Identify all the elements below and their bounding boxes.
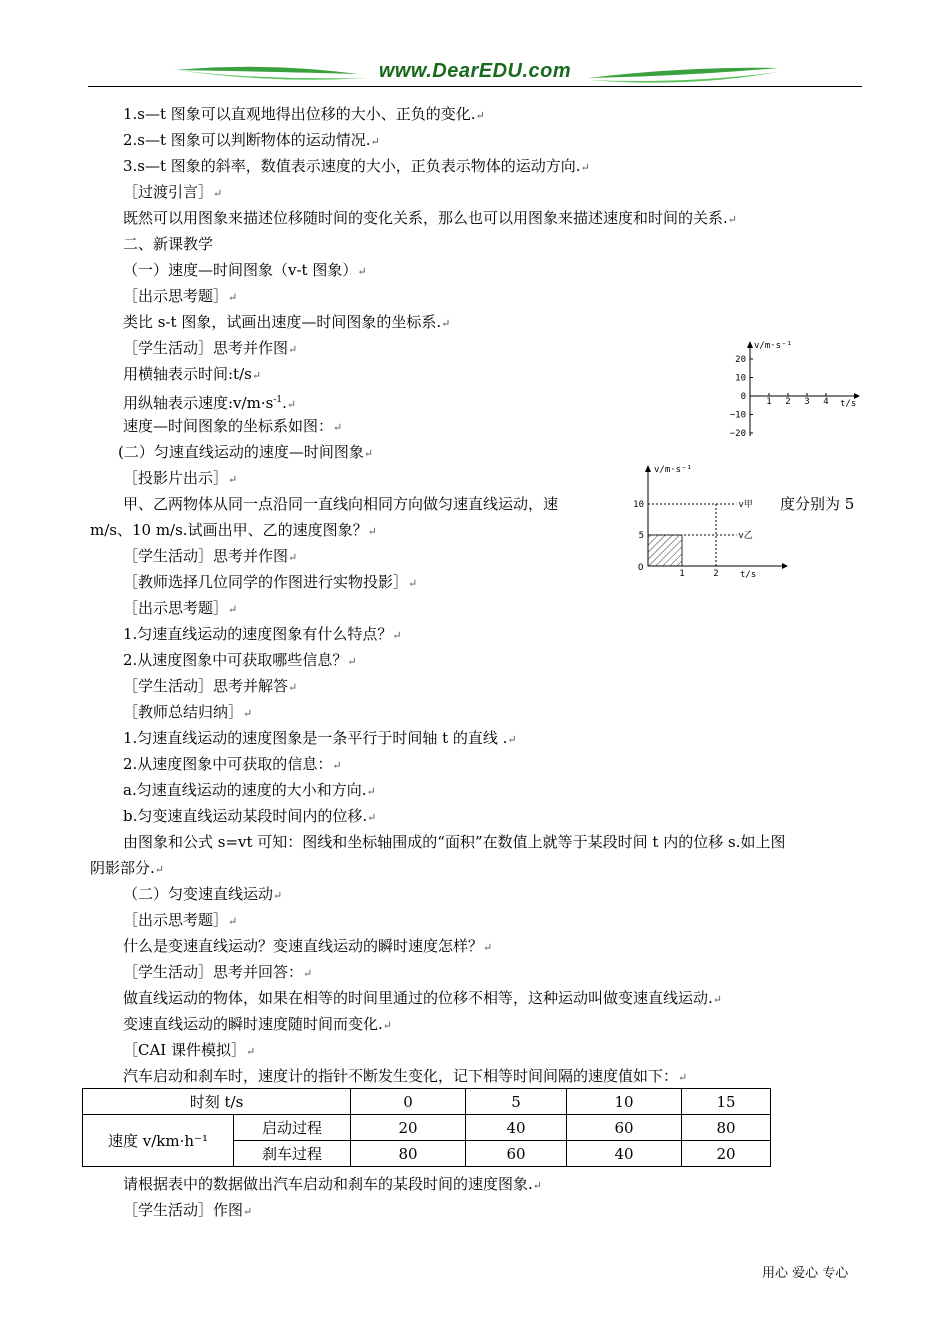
- text-line: ［学生活动］思考并作图↵: [123, 547, 298, 565]
- text-line: 2.s—t 图象可以判断物体的运动情况.↵: [123, 131, 380, 149]
- x-tick-label: 2: [785, 397, 791, 407]
- table-header-cell: 时刻 t/s: [83, 1089, 351, 1115]
- table-cell: 5: [466, 1089, 567, 1115]
- text-line: 度分别为 5: [780, 495, 855, 513]
- series-label: v乙: [738, 531, 753, 541]
- text-line: 2.从速度图象中可获取哪些信息？↵: [123, 651, 357, 669]
- text-line: ［学生活动］思考并回答：↵: [123, 963, 313, 981]
- table-cell: 80: [682, 1115, 771, 1141]
- table-cell: 0: [351, 1089, 466, 1115]
- table-cell: 40: [567, 1141, 682, 1167]
- y-tick-label: 20: [735, 355, 746, 365]
- x-axis-label: t/s: [740, 570, 757, 580]
- y-tick-label: −10: [729, 410, 746, 421]
- text-line: ［学生活动］思考并解答↵: [123, 677, 298, 695]
- page-footer: 用心 爱心 专心: [762, 1266, 849, 1281]
- x-tick-label: 3: [804, 397, 810, 407]
- text-line: 变速直线运动的瞬时速度随时间而变化.↵: [123, 1015, 392, 1033]
- table-cell: 15: [682, 1089, 771, 1115]
- text-line: m/s、10 m/s.试画出甲、乙的速度图象？↵: [90, 521, 377, 539]
- text-line: 1.匀速直线运动的速度图象有什么特点？↵: [123, 625, 402, 643]
- subsection-heading: （一）速度—时间图象（v-t 图象）↵: [123, 261, 367, 279]
- text-line: ［教师总结归纳］↵: [123, 703, 253, 721]
- section-heading: 二、新课教学: [123, 235, 214, 253]
- text-line: 由图象和公式 s=vt 可知：图线和坐标轴围成的“面积”在数值上就等于某段时间 t 内的位移 s.如上图: [123, 833, 786, 851]
- table-cell: 40: [466, 1115, 567, 1141]
- y-tick-label: 10: [735, 373, 746, 384]
- text-line: ［教师选择几位同学的作图进行实物投影］↵: [123, 573, 418, 591]
- uniform-motion-figure: [632, 462, 792, 582]
- text-line: ［学生活动］作图↵: [123, 1201, 253, 1219]
- text-line: ［CAI 课件模拟］↵: [123, 1041, 256, 1059]
- table-cell: 10: [567, 1089, 682, 1115]
- text-line: 请根据表中的数据做出汽车启动和刹车的某段时间的速度图象.↵: [123, 1175, 542, 1193]
- y-tick-label: −20: [729, 429, 746, 438]
- text-line: 什么是变速直线运动？变速直线运动的瞬时速度怎样？↵: [123, 937, 493, 955]
- table-cell: 20: [351, 1115, 466, 1141]
- text-line: ［出示思考题］↵: [123, 287, 238, 305]
- y-tick-label: 5: [638, 531, 644, 541]
- text-line: 汽车启动和刹车时，速度计的指针不断发生变化，记下相等时间间隔的速度值如下：↵: [123, 1067, 688, 1085]
- table-row-label: 启动过程: [234, 1115, 351, 1141]
- x-tick-label: 4: [823, 397, 829, 407]
- text-line: 1.匀速直线运动的速度图象是一条平行于时间轴 t 的直线 .↵: [123, 729, 517, 747]
- text-line: ［投影片出示］↵: [123, 469, 238, 487]
- x-tick-label: 2: [713, 569, 719, 579]
- y-axis-label: v/m·s⁻¹: [754, 341, 792, 351]
- x-tick-label: 1: [679, 569, 685, 579]
- table-cell: 80: [351, 1141, 466, 1167]
- text-line: ［出示思考题］↵: [123, 599, 238, 617]
- text-line: 用纵轴表示速度$:v/m\cdot s^{-1}.↵$: [123, 394, 297, 412]
- y-tick-label: 10: [633, 500, 644, 510]
- text-line: 既然可以用图象来描述位移随时间的变化关系，那么也可以用图象来描述速度和时间的关系.↵: [123, 209, 737, 227]
- table-cell: 60: [567, 1115, 682, 1141]
- displacement-shaded-area: [648, 535, 682, 566]
- table-cell: 60: [466, 1141, 567, 1167]
- text-line: 做直线运动的物体，如果在相等的时间里通过的位移不相等，这种运动叫做变速直线运动.↵: [123, 989, 722, 1007]
- text-line: ［过渡引言］↵: [123, 183, 223, 201]
- text-line: ［出示思考题］↵: [123, 911, 238, 929]
- table-row: [83, 1115, 771, 1141]
- header-rule: [88, 86, 862, 87]
- y-axis-label: v/m·s⁻¹: [654, 465, 692, 475]
- text-line: 2.从速度图象中可获取的信息：↵: [123, 755, 342, 773]
- y-tick-label: 0: [740, 392, 746, 402]
- origin-label: O: [638, 563, 644, 573]
- x-axis-arrow: [782, 563, 788, 569]
- text-line: ［学生活动］思考并作图↵: [123, 339, 298, 357]
- text-line: 1.s—t 图象可以直观地得出位移的大小、正负的变化.↵: [123, 105, 485, 123]
- table-row-label: 刹车过程: [234, 1141, 351, 1167]
- vt-axes-figure: [720, 338, 860, 438]
- text-line: 类比 s-t 图象，试画出速度—时间图象的坐标系.↵: [123, 313, 451, 331]
- page-header: [88, 58, 862, 92]
- text-line: 速度—时间图象的坐标系如图：↵: [123, 417, 343, 435]
- site-logo: www.DearEDU.com: [378, 60, 572, 82]
- text-line: 用横轴表示时间:t/s↵: [123, 365, 262, 383]
- subsection-heading: (二）匀速直线运动的速度—时间图象↵: [118, 443, 374, 461]
- subsection-heading: （二）匀变速直线运动↵: [123, 885, 283, 903]
- speed-table: [82, 1088, 771, 1167]
- text-line: 3.s—t 图象的斜率，数值表示速度的大小，正负表示物体的运动方向.↵: [123, 157, 590, 175]
- x-tick-label: 1: [766, 397, 772, 407]
- y-axis-arrow: [645, 465, 651, 472]
- y-axis-arrow: [747, 341, 753, 348]
- table-cell: 20: [682, 1141, 771, 1167]
- x-axis-label: t/s: [840, 399, 857, 409]
- text-line: 阴影部分.↵: [90, 859, 164, 877]
- text-line: a.匀速直线运动的速度的大小和方向.↵: [123, 781, 376, 799]
- text-line: b.匀变速直线运动某段时间内的位移.↵: [123, 807, 377, 825]
- table-header-cell: 速度 v/km·h⁻¹: [83, 1115, 234, 1167]
- series-label: v甲: [738, 500, 753, 510]
- text-line: 甲、乙两物体从同一点沿同一直线向相同方向做匀速直线运动，速: [123, 495, 559, 513]
- table-row: [83, 1089, 771, 1115]
